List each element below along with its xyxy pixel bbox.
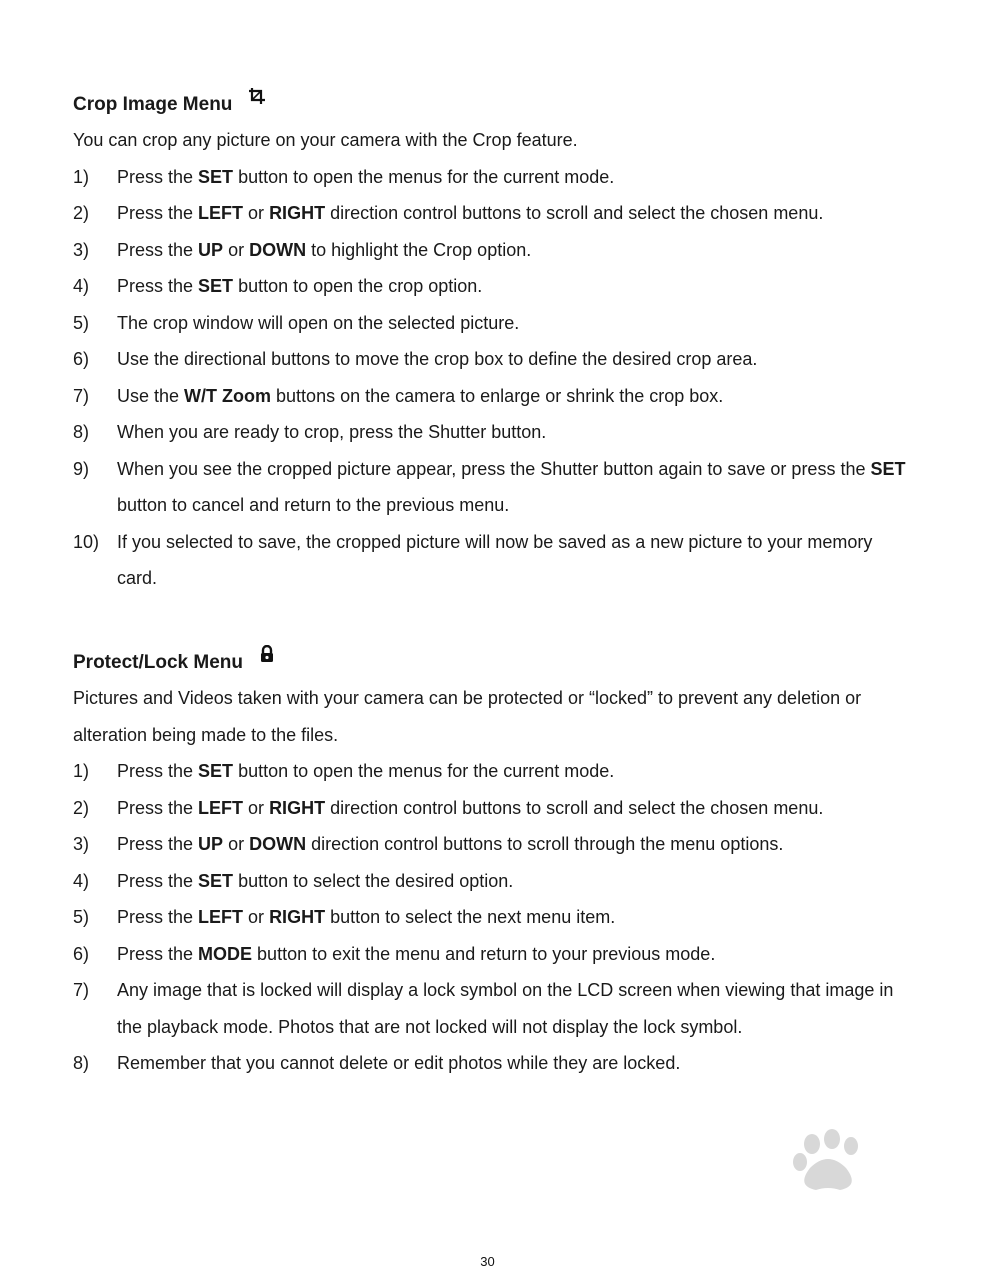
step-text: Press the	[117, 870, 199, 891]
protect-heading-title: Protect/Lock Menu	[73, 652, 243, 673]
step-number: 6)	[73, 349, 90, 369]
step-text: When you see the cropped picture appear, press the Shutter button again to save or press the	[117, 458, 871, 479]
step-keyword: LEFT	[198, 797, 244, 818]
list-item	[73, 378, 913, 415]
step-text: Press the	[117, 907, 199, 927]
step-text: button to select the desired option.	[233, 870, 514, 891]
step-number: 7)	[73, 385, 90, 406]
list-item	[73, 1045, 913, 1082]
step-keyword: DOWN	[249, 834, 307, 854]
list-item	[73, 936, 913, 973]
step-number: 2)	[73, 797, 90, 818]
step-keyword: SET	[198, 761, 234, 781]
step-text: to highlight the Crop option.	[306, 239, 532, 260]
step-keyword: RIGHT	[269, 907, 326, 927]
list-item	[73, 826, 913, 863]
list-item	[73, 159, 913, 196]
step-keyword: W/T Zoom	[184, 385, 272, 406]
list-item	[73, 232, 913, 269]
step-text: or	[243, 907, 270, 927]
step-text: or	[243, 797, 270, 818]
step-keyword: SET	[198, 276, 234, 296]
step-number: 1)	[73, 761, 90, 781]
step-text: If you selected to save, the cropped picture will now be saved as a new picture to your memory card.	[117, 531, 873, 588]
page-number: 30	[480, 1254, 495, 1269]
step-text: Press the	[117, 203, 199, 223]
list-item	[73, 753, 913, 790]
step-number: 5)	[73, 312, 90, 333]
step-text: Any image that is locked will display a lock symbol on the LCD screen when viewing that image in the playback mode. Photos that are not locked will not display the lock symbol.	[117, 980, 894, 1037]
step-text: direction control buttons to scroll and select the chosen menu.	[325, 797, 824, 818]
crop-heading-title: Crop Image Menu	[73, 94, 233, 115]
step-number: 2)	[73, 203, 90, 223]
step-number: 3)	[73, 239, 90, 260]
step-text: button to select the next menu item.	[325, 907, 616, 927]
list-item	[73, 414, 913, 451]
list-item	[73, 972, 913, 1045]
step-text: Press the	[117, 239, 199, 260]
crop-image-section	[73, 90, 913, 597]
list-item	[73, 451, 913, 524]
step-number: 3)	[73, 834, 90, 854]
list-item	[73, 195, 913, 232]
step-number: 4)	[73, 276, 90, 296]
step-keyword: LEFT	[198, 203, 244, 223]
step-keyword: RIGHT	[269, 203, 326, 223]
step-text: button to open the menus for the current mode.	[233, 166, 615, 187]
step-keyword: UP	[198, 239, 224, 260]
list-item	[73, 863, 913, 900]
step-number: 9)	[73, 458, 90, 479]
step-keyword: SET	[198, 166, 234, 187]
step-text: Use the	[117, 385, 185, 406]
step-number: 5)	[73, 907, 90, 927]
step-text: Press the	[117, 943, 199, 964]
step-keyword: DOWN	[249, 239, 307, 260]
crop-heading	[73, 90, 913, 120]
step-number: 6)	[73, 943, 90, 964]
step-text: or	[243, 203, 270, 223]
step-keyword: SET	[870, 458, 906, 479]
step-text: or	[223, 834, 250, 854]
crop-icon	[248, 85, 266, 115]
step-text: button to cancel and return to the previous menu.	[117, 495, 510, 515]
step-keyword: RIGHT	[269, 797, 326, 818]
step-number: 8)	[73, 422, 90, 442]
step-keyword: SET	[198, 870, 234, 891]
list-item	[73, 305, 913, 342]
step-keyword: UP	[198, 834, 224, 854]
step-text: buttons on the camera to enlarge or shrink the crop box.	[271, 385, 724, 406]
step-text: direction control buttons to scroll through the menu options.	[306, 834, 784, 854]
step-text: The crop window will open on the selected picture.	[117, 312, 520, 333]
step-text: Press the	[117, 834, 199, 854]
list-item	[73, 790, 913, 827]
step-text: Press the	[117, 276, 199, 296]
step-number: 1)	[73, 166, 90, 187]
crop-intro: You can crop any picture on your camera with the Crop feature.	[73, 130, 578, 150]
step-text: Press the	[117, 797, 199, 818]
baidu-jingyan-watermark	[700, 1128, 940, 1248]
step-text: Press the	[117, 166, 199, 187]
list-item	[73, 268, 913, 305]
protect-lock-section	[73, 648, 913, 1082]
step-text: Use the directional buttons to move the crop box to define the desired crop area.	[117, 349, 758, 369]
step-text: Remember that you cannot delete or edit photos while they are locked.	[117, 1053, 681, 1073]
step-keyword: LEFT	[198, 907, 244, 927]
step-number: 4)	[73, 870, 90, 891]
step-text: button to open the menus for the current mode.	[233, 761, 615, 781]
protect-steps-list	[73, 753, 913, 1082]
protect-intro: Pictures and Videos taken with your camera can be protected or “locked” to prevent any deletion or alteration being made to the files.	[73, 688, 862, 745]
step-number: 8)	[73, 1053, 90, 1073]
step-text: direction control buttons to scroll and select the chosen menu.	[325, 203, 824, 223]
list-item	[73, 524, 913, 597]
step-text: button to open the crop option.	[233, 276, 483, 296]
step-number: 10)	[73, 531, 100, 552]
step-text: or	[223, 239, 250, 260]
step-number: 7)	[73, 980, 90, 1000]
step-keyword: MODE	[198, 943, 253, 964]
lock-icon	[259, 643, 275, 673]
protect-heading	[73, 648, 913, 678]
list-item	[73, 341, 913, 378]
list-item	[73, 899, 913, 936]
step-text: button to exit the menu and return to your previous mode.	[252, 943, 716, 964]
step-text: When you are ready to crop, press the Shutter button.	[117, 422, 547, 442]
crop-steps-list	[73, 159, 913, 597]
step-text: Press the	[117, 761, 199, 781]
